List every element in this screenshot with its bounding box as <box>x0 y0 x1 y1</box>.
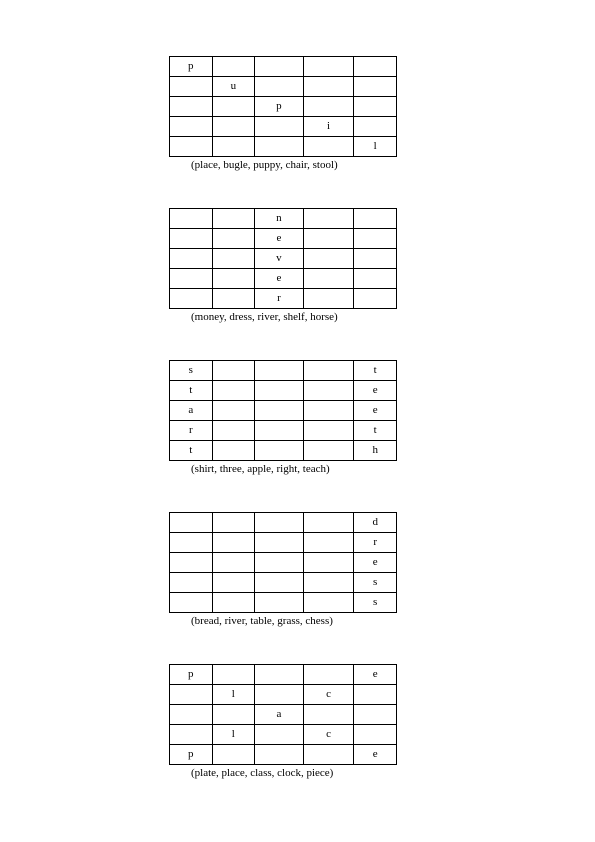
grid-cell: r <box>354 533 397 553</box>
grid-cell <box>303 209 354 229</box>
grid-cell <box>303 249 354 269</box>
grid-cell <box>170 269 213 289</box>
grid-cell <box>354 57 397 77</box>
word-puzzle-4 <box>169 512 397 628</box>
grid-cell: i <box>303 117 354 137</box>
grid-row <box>170 97 397 117</box>
grid-cell <box>170 229 213 249</box>
word-puzzle-3 <box>169 360 397 476</box>
grid-row <box>170 725 397 745</box>
grid-cell: p <box>170 665 213 685</box>
grid-cell <box>354 685 397 705</box>
grid-cell: v <box>255 249 304 269</box>
grid-cell <box>354 77 397 97</box>
grid-cell <box>255 685 304 705</box>
grid-cell: t <box>354 421 397 441</box>
grid-cell <box>303 705 354 725</box>
grid-cell <box>303 269 354 289</box>
grid-cell <box>303 381 354 401</box>
grid-cell <box>212 97 255 117</box>
grid-cell <box>170 533 213 553</box>
grid-cell <box>170 685 213 705</box>
grid-cell: d <box>354 513 397 533</box>
word-list-hint: (money, dress, river, shelf, horse) <box>191 311 338 323</box>
grid-row <box>170 533 397 553</box>
grid-cell <box>255 401 304 421</box>
grid-cell: p <box>170 745 213 765</box>
grid-row <box>170 553 397 573</box>
grid-cell <box>212 665 255 685</box>
grid-cell <box>212 553 255 573</box>
grid-row <box>170 289 397 309</box>
grid-cell: s <box>354 593 397 613</box>
word-list-hint: (plate, place, class, clock, piece) <box>191 767 334 779</box>
grid-cell <box>354 97 397 117</box>
grid-cell <box>212 441 255 461</box>
grid-cell: a <box>255 705 304 725</box>
grid-cell <box>303 57 354 77</box>
grid-cell <box>212 117 255 137</box>
grid-cell <box>303 361 354 381</box>
grid-cell <box>212 533 255 553</box>
grid-cell <box>170 593 213 613</box>
grid-cell: e <box>354 553 397 573</box>
grid-cell <box>255 421 304 441</box>
grid-cell <box>170 137 213 157</box>
grid-cell <box>212 137 255 157</box>
grid-cell <box>212 269 255 289</box>
grid-cell: e <box>354 665 397 685</box>
grid-cell: p <box>255 97 304 117</box>
grid-row <box>170 685 397 705</box>
grid-cell <box>170 117 213 137</box>
grid-cell: c <box>303 725 354 745</box>
grid-cell <box>212 513 255 533</box>
grid-cell <box>255 513 304 533</box>
grid-cell <box>212 361 255 381</box>
grid-cell <box>303 401 354 421</box>
grid-cell <box>255 77 304 97</box>
grid-row <box>170 57 397 77</box>
grid-cell <box>303 421 354 441</box>
grid-cell <box>212 381 255 401</box>
grid-cell <box>170 725 213 745</box>
grid-cell: l <box>212 685 255 705</box>
grid-row <box>170 513 397 533</box>
grid-cell <box>255 533 304 553</box>
grid-cell <box>212 573 255 593</box>
grid-cell: e <box>255 229 304 249</box>
grid-row <box>170 441 397 461</box>
grid-cell: a <box>170 401 213 421</box>
grid-cell: u <box>212 77 255 97</box>
letter-grid <box>169 208 397 309</box>
grid-cell: l <box>212 725 255 745</box>
grid-row <box>170 381 397 401</box>
grid-cell <box>303 533 354 553</box>
grid-cell <box>170 249 213 269</box>
grid-cell <box>354 269 397 289</box>
grid-cell <box>354 229 397 249</box>
grid-cell <box>170 209 213 229</box>
grid-cell <box>303 513 354 533</box>
grid-cell: h <box>354 441 397 461</box>
grid-row <box>170 209 397 229</box>
grid-cell <box>255 57 304 77</box>
word-puzzle-2 <box>169 208 397 324</box>
grid-row <box>170 573 397 593</box>
grid-cell <box>255 381 304 401</box>
grid-row <box>170 137 397 157</box>
grid-cell <box>255 137 304 157</box>
grid-cell <box>212 57 255 77</box>
grid-row <box>170 249 397 269</box>
grid-cell: e <box>354 401 397 421</box>
grid-cell <box>303 77 354 97</box>
grid-cell: t <box>354 361 397 381</box>
grid-row <box>170 361 397 381</box>
grid-cell <box>255 117 304 137</box>
grid-cell <box>354 725 397 745</box>
word-list-hint: (shirt, three, apple, right, teach) <box>191 463 330 475</box>
grid-cell <box>303 137 354 157</box>
grid-cell <box>212 209 255 229</box>
grid-cell <box>354 117 397 137</box>
grid-cell <box>212 421 255 441</box>
grid-cell <box>255 665 304 685</box>
grid-cell <box>170 573 213 593</box>
letter-grid <box>169 360 397 461</box>
grid-cell: l <box>354 137 397 157</box>
grid-cell <box>212 745 255 765</box>
grid-cell: r <box>170 421 213 441</box>
grid-row <box>170 117 397 137</box>
grid-row <box>170 665 397 685</box>
grid-cell <box>255 725 304 745</box>
letter-grid <box>169 512 397 613</box>
grid-cell <box>303 593 354 613</box>
grid-cell <box>255 593 304 613</box>
grid-cell <box>212 401 255 421</box>
grid-cell <box>170 97 213 117</box>
grid-cell <box>212 229 255 249</box>
grid-cell: e <box>255 269 304 289</box>
grid-cell <box>354 289 397 309</box>
grid-cell <box>170 77 213 97</box>
grid-row <box>170 229 397 249</box>
grid-cell: n <box>255 209 304 229</box>
grid-row <box>170 401 397 421</box>
grid-row <box>170 593 397 613</box>
grid-cell: s <box>354 573 397 593</box>
grid-cell <box>255 573 304 593</box>
grid-cell <box>303 229 354 249</box>
grid-cell: t <box>170 441 213 461</box>
word-puzzle-1 <box>169 56 397 172</box>
grid-cell: e <box>354 381 397 401</box>
grid-cell <box>255 553 304 573</box>
grid-cell: p <box>170 57 213 77</box>
grid-cell <box>170 705 213 725</box>
letter-grid <box>169 664 397 765</box>
grid-row <box>170 421 397 441</box>
word-puzzle-5 <box>169 664 397 780</box>
grid-cell <box>354 705 397 725</box>
grid-cell <box>170 289 213 309</box>
grid-cell <box>303 97 354 117</box>
grid-cell <box>354 249 397 269</box>
grid-row <box>170 705 397 725</box>
word-list-hint: (place, bugle, puppy, chair, stool) <box>191 159 338 171</box>
word-list-hint: (bread, river, table, grass, chess) <box>191 615 333 627</box>
grid-cell <box>212 705 255 725</box>
grid-cell <box>303 573 354 593</box>
grid-cell <box>255 361 304 381</box>
grid-cell: c <box>303 685 354 705</box>
grid-cell: e <box>354 745 397 765</box>
grid-row <box>170 269 397 289</box>
grid-cell <box>303 553 354 573</box>
letter-grid <box>169 56 397 157</box>
grid-cell <box>170 513 213 533</box>
grid-cell: r <box>255 289 304 309</box>
grid-cell <box>212 249 255 269</box>
grid-cell <box>303 441 354 461</box>
grid-cell <box>303 745 354 765</box>
grid-row <box>170 745 397 765</box>
grid-row <box>170 77 397 97</box>
grid-cell <box>303 665 354 685</box>
grid-cell <box>170 553 213 573</box>
grid-cell <box>303 289 354 309</box>
grid-cell <box>212 593 255 613</box>
grid-cell: s <box>170 361 213 381</box>
grid-cell <box>354 209 397 229</box>
grid-cell <box>255 441 304 461</box>
grid-cell: t <box>170 381 213 401</box>
grid-cell <box>212 289 255 309</box>
grid-cell <box>255 745 304 765</box>
